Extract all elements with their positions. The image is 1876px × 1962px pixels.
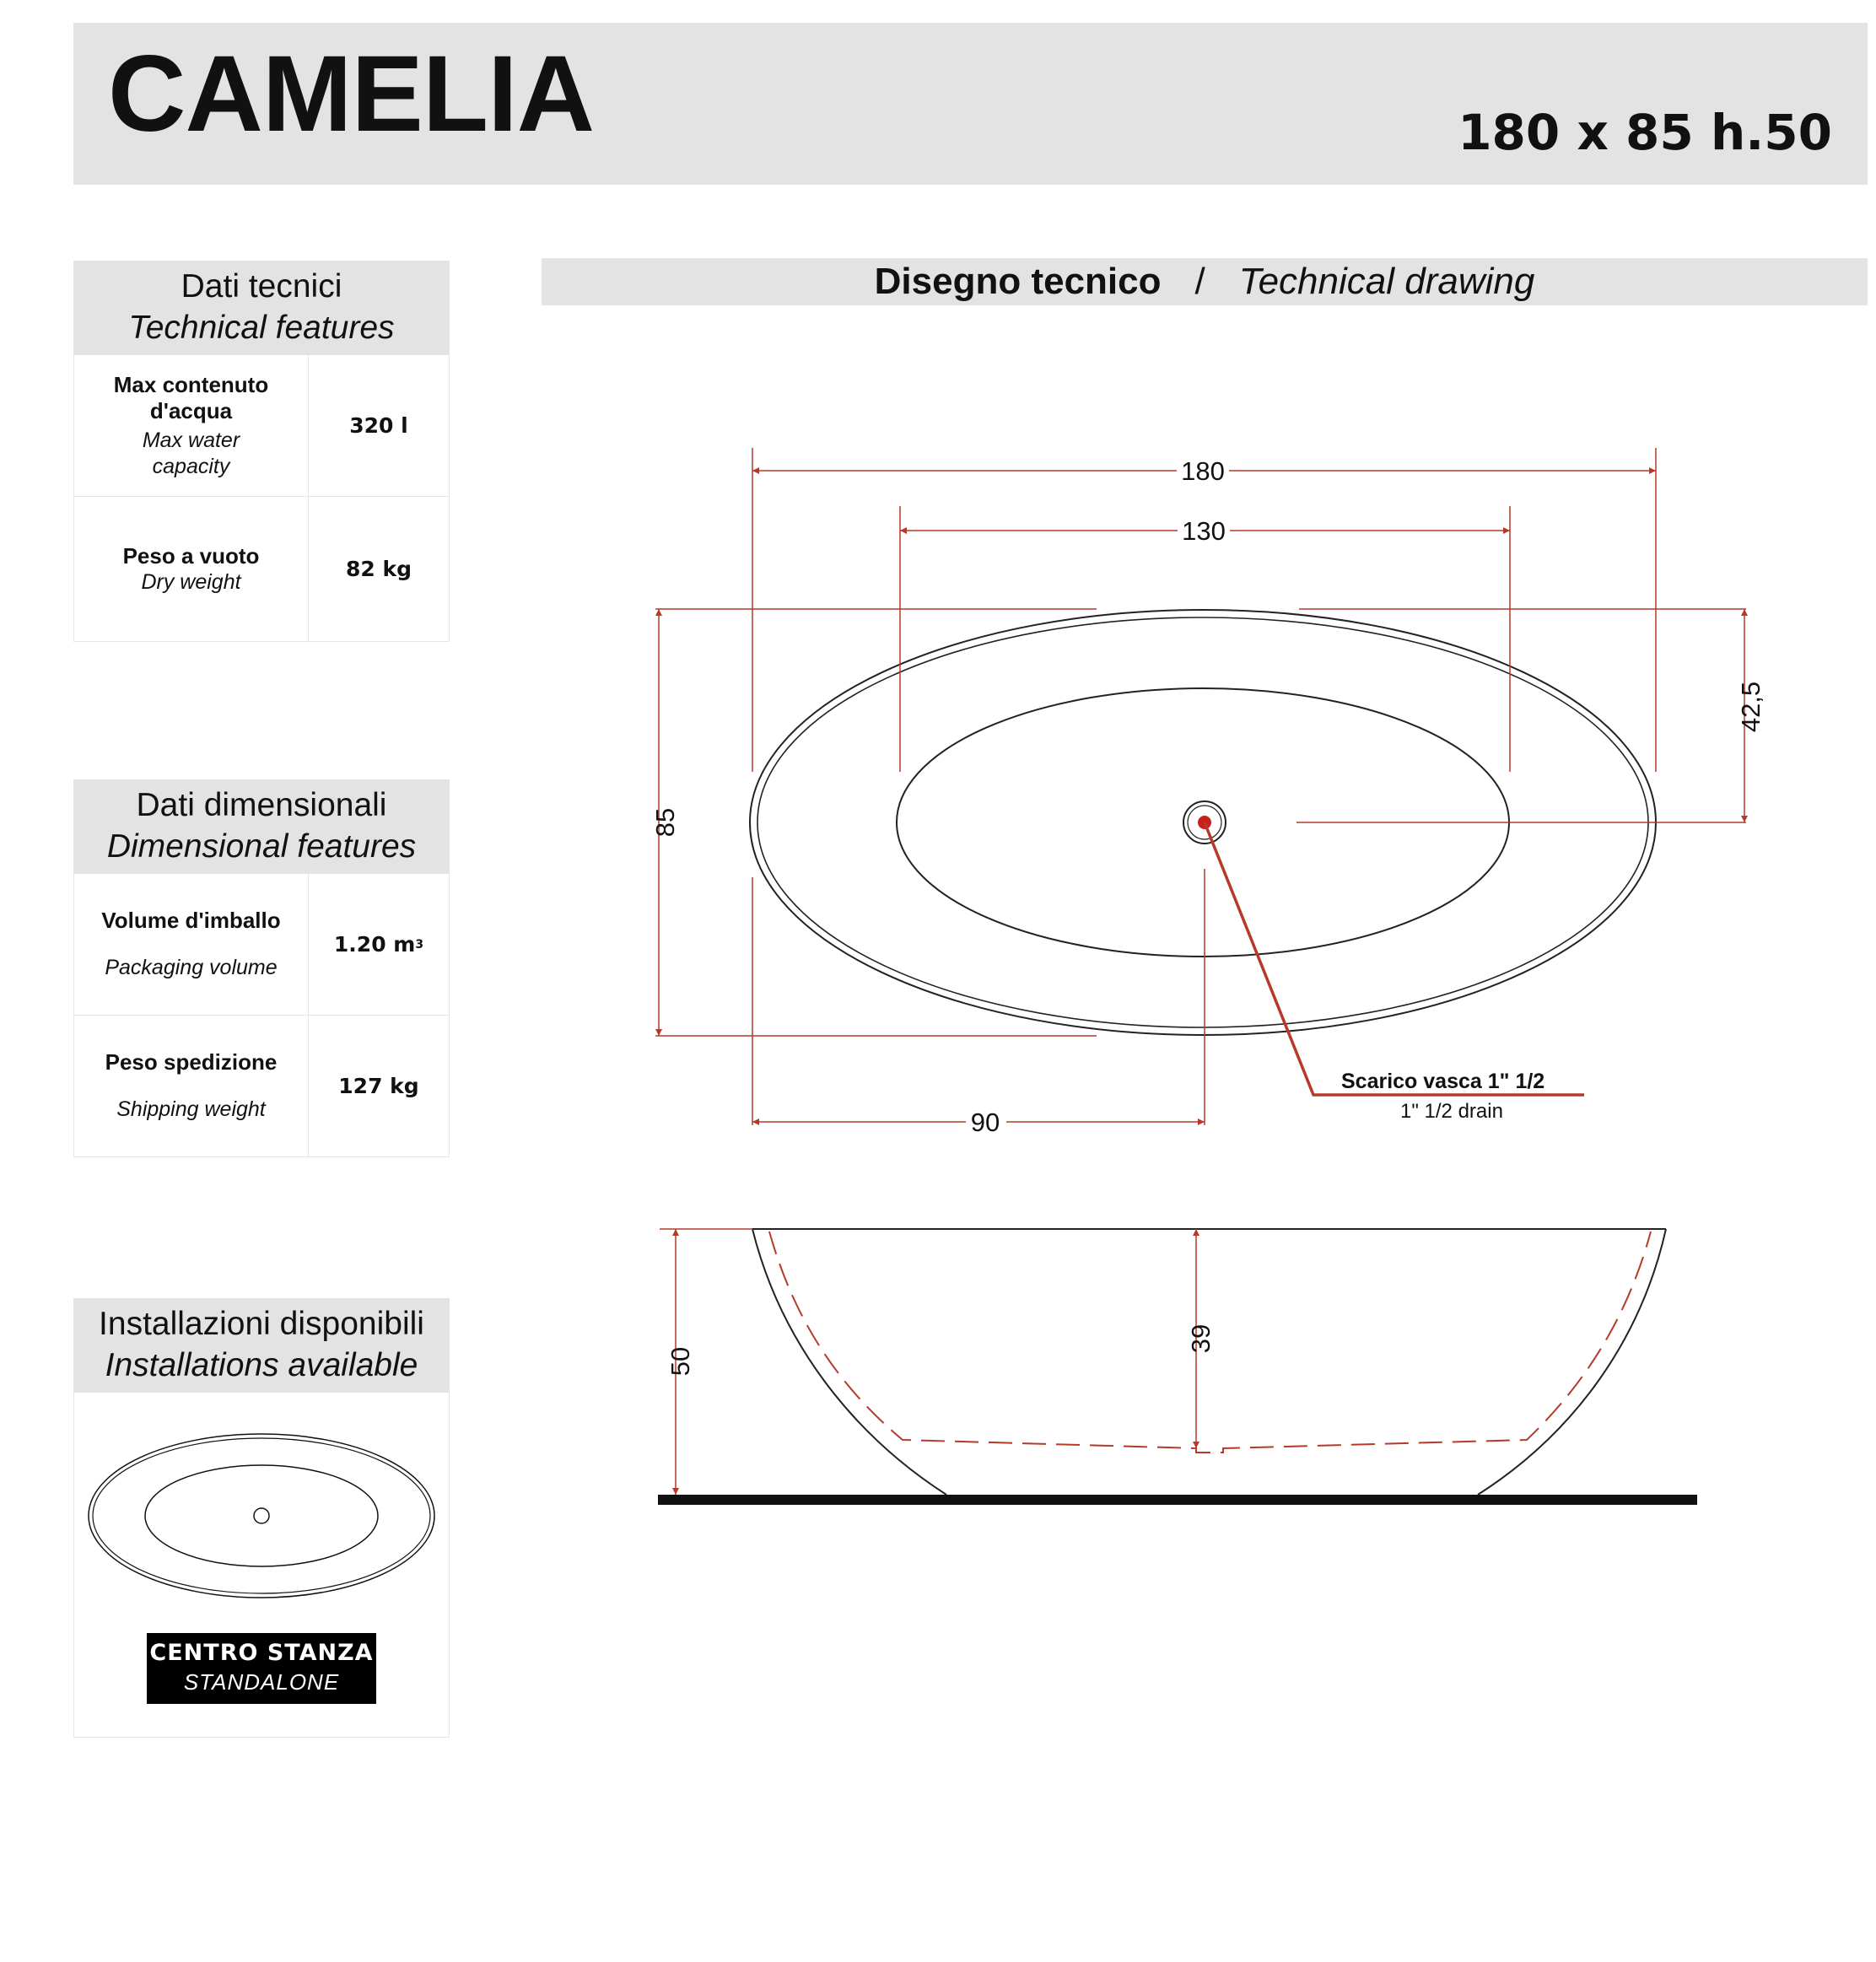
side-dimension-labels [666, 1324, 1216, 1376]
installations-title-it: Installazioni disponibili [99, 1306, 424, 1342]
dim-label-130: 130 [1182, 516, 1226, 546]
dimensional-features-title-it: Dati dimensionali [136, 787, 387, 823]
value-superscript: 3 [415, 937, 424, 951]
product-title: CAMELIA [108, 34, 595, 154]
label-en: Shipping weight [116, 1097, 266, 1121]
product-dimensions: 180 x 85 h.50 [1458, 104, 1832, 161]
top-view-dimensions [655, 448, 1746, 1125]
dim-label-90: 90 [970, 1108, 1000, 1137]
drawing-title-it: Disegno tecnico [874, 261, 1162, 302]
dim-label-85: 85 [650, 807, 680, 838]
label-it: Peso a vuoto [122, 542, 260, 569]
label-en: Dry weight [141, 569, 241, 594]
badge-label-en: STANDALONE [183, 1669, 340, 1695]
technical-features-title-en: Technical features [128, 310, 395, 346]
side-view [658, 1229, 1697, 1505]
dim-label-180: 180 [1181, 456, 1225, 486]
row-value: 127 kg [338, 1074, 419, 1098]
badge-label-it: CENTRO STANZA [149, 1640, 374, 1666]
drawing-title-separator: / [1194, 261, 1205, 302]
row-value: 320 l [349, 413, 408, 438]
drain-label-it: Scarico vasca 1" 1/2 [1341, 1070, 1545, 1093]
installations-title-en: Installations available [105, 1347, 418, 1383]
side-outer-right [1478, 1229, 1666, 1495]
label-en: Max water capacity [142, 428, 240, 478]
drain-label-en: 1" 1/2 drain [1400, 1100, 1503, 1123]
floor-line [658, 1495, 1697, 1505]
value-text: 1.20 m [333, 932, 416, 957]
drawing-title-en: Technical drawing [1238, 261, 1535, 302]
dim-label-42-5: 42,5 [1736, 681, 1765, 733]
label-it: Peso spedizione [105, 1049, 278, 1075]
technical-features-title-it: Dati tecnici [181, 268, 342, 305]
dim-label-50: 50 [666, 1346, 695, 1377]
side-view-dimensions [660, 1229, 1196, 1495]
dimensional-features-title-en: Dimensional features [106, 828, 417, 865]
label-it: Volume d'imballo [101, 908, 281, 933]
label-it: Max contenuto d'acqua [113, 371, 269, 423]
row-value: 82 kg [345, 557, 412, 581]
label-en: Packaging volume [105, 956, 278, 979]
drain-leader-line [1205, 822, 1584, 1095]
dim-label-39: 39 [1186, 1323, 1216, 1354]
